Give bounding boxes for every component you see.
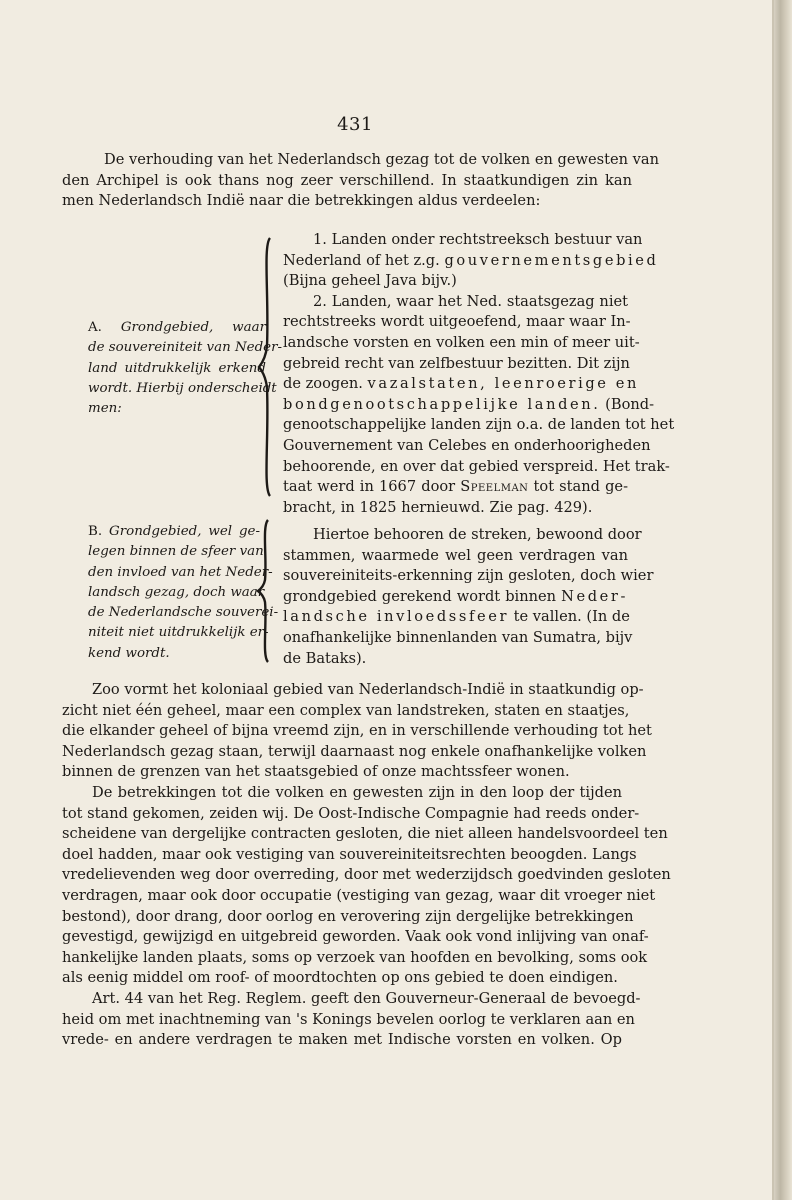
text-line: legen binnen de sfeer van [88,544,264,560]
section-a-brace [255,236,279,498]
text-line: 1. Landen onder rechtstreeksch bestuur van [313,231,643,248]
spaced-term: vazalstaten, leenroerige en [367,375,640,393]
text-line: rechtstreeks wordt uitgeoefend, maar waar In- [283,313,631,331]
text-line: Art. 44 van het Reg. Reglem. geeft den Gouverneur-Generaal de bevoegd- [92,989,641,1007]
text-line: wordt. Hierbij onderscheidt [88,380,277,396]
text-fragment: Nederland of het z.g. [283,251,445,269]
text-line: de Bataks). [283,649,367,667]
text-line: Gouvernement van Celebes en onderhoorigheden [283,436,651,454]
section-a-label [88,318,283,419]
text-line: bracht, in 1825 hernieuwd. Zie pag. 429). [283,498,593,516]
text-line: den Archipel is ook thans nog zeer verschillend. In staatkundigen zin kan [62,171,632,189]
section-b-letter: B. [88,524,103,539]
spaced-term: landsche invloedssfeer [283,608,510,626]
text-fragment: de zoogen. [283,375,368,393]
section-b-label [88,522,279,664]
text-line: tot stand gekomen, zeiden wij. De Oost-Indische Compagnie had reeds onder- [62,804,640,822]
text-line: niteit niet uitdrukkelijk er- [88,625,269,641]
section-a-letter: A. [88,320,102,335]
text-line: gebreid recht van zelfbestuur bezitten. Dit zijn [283,354,630,372]
text-line: heid om met inachtneming van 's Konings bevelen oorlog te verklaren aan en [62,1010,635,1028]
text-line: den invloed van het Neder- [88,564,273,580]
text-line: doel hadden, maar ook vestiging van souvereiniteitsrechten beoogden. Langs [62,845,637,863]
section-b-body [283,525,654,669]
text-line: verdragen, maar ook door occupatie (vestiging van gezag, waar dit vroeger niet [62,886,656,904]
main-text [62,680,671,1051]
text-line: stammen, waarmede wel geen verdragen van [283,546,628,564]
text-line: binnen de grenzen van het staatsgebied of onze machtssfeer wonen. [62,763,570,781]
text-line: zicht niet één geheel, maar een complex van landstreken, staten en staatjes, [62,701,630,719]
text-fragment: (Bond- [600,395,655,413]
text-line: men Nederlandsch Indië naar die betrekkingen aldus verdeelen: [62,192,541,210]
page-edge [774,0,792,1200]
text-line: vrede- en andere verdragen te maken met Indische vorsten en volken. Op [62,1031,622,1049]
spaced-term: bondgenootschappelijke landen. [283,395,601,413]
text-line: die elkander geheel of bijna vreemd zijn, en in verschillende verhouding tot het [62,722,652,740]
text-line: De verhouding van het Nederlandsch gezag tot de volken en gewesten van [104,151,659,168]
text-line: behoorende, en over dat gebied verspreid. Het trak- [283,457,670,475]
text-line: Nederlandsch gezag staan, terwijl daarnaast nog enkele onafhankelijke volken [62,742,647,760]
text-line: Hiertoe behooren de streken, bewoond door [313,526,642,543]
text-line: souvereiniteits-erkenning zijn gesloten, doch wier [283,567,654,585]
text-line: Zoo vormt het koloniaal gebied van Nederlandsch-Indië in staatkundig op- [92,681,644,698]
text-line: vredelievenden weg door overreding, door met wederzijdsch goedvinden gesloten [62,866,671,884]
text-line: kend wordt. [88,645,170,661]
text-line: Grondgebied, waar [120,320,266,335]
spaced-term: Neder- [561,587,628,605]
text-line: Grondgebied, wel ge- [109,524,260,539]
text-line: landsche vorsten en volken een min of meer uit- [283,333,640,351]
text-line: de souvereiniteit van Neder- [88,340,283,356]
text-line: bestond), door drang, door oorlog en verovering zijn dergelijke betrekkingen [62,907,634,925]
intro-paragraph [62,150,659,212]
text-line: men: [88,401,122,417]
spaced-term: gouvernementsgebied [444,251,659,269]
small-caps-name: Speelman [460,478,529,496]
text-fragment: tot stand ge- [528,478,628,496]
text-line: De betrekkingen tot die volken en gewesten zijn in den loop der tijden [92,783,622,801]
text-line: de Nederlandsche souverei- [88,605,279,621]
text-line: genootschappelijke landen zijn o.a. de landen tot het [283,416,675,434]
section-a-body [283,230,675,518]
text-line: scheidene van dergelijke contracten gesloten, die niet alleen handelsvoordeel ten [62,825,668,843]
text-line: landsch gezag, doch waar [88,584,265,600]
page-number: 431 [337,114,373,135]
text-line: gevestigd, gewijzigd en uitgebreid geworden. Vaak ook vond inlijving van onaf- [62,928,649,946]
text-line: hankelijke landen plaats, soms op verzoek van hoofden en bevolking, soms ook [62,948,648,966]
text-line: (Bijna geheel Java bijv.) [283,272,457,290]
text-line: 2. Landen, waar het Ned. staatsgezag niet [313,292,628,310]
section-b-brace [255,518,277,664]
text-fragment: taat werd in 1667 door [283,478,461,496]
text-line: land uitdrukkelijk erkend [88,360,266,376]
text-line: onafhankelijke binnenlanden van Sumatra, bijv [283,628,633,646]
text-fragment: grondgebied gerekend wordt binnen [283,587,562,605]
text-line: als eenig middel om roof- of moordtochten op ons gebied te doen eindigen. [62,969,618,987]
text-fragment: te vallen. (In de [509,608,630,626]
